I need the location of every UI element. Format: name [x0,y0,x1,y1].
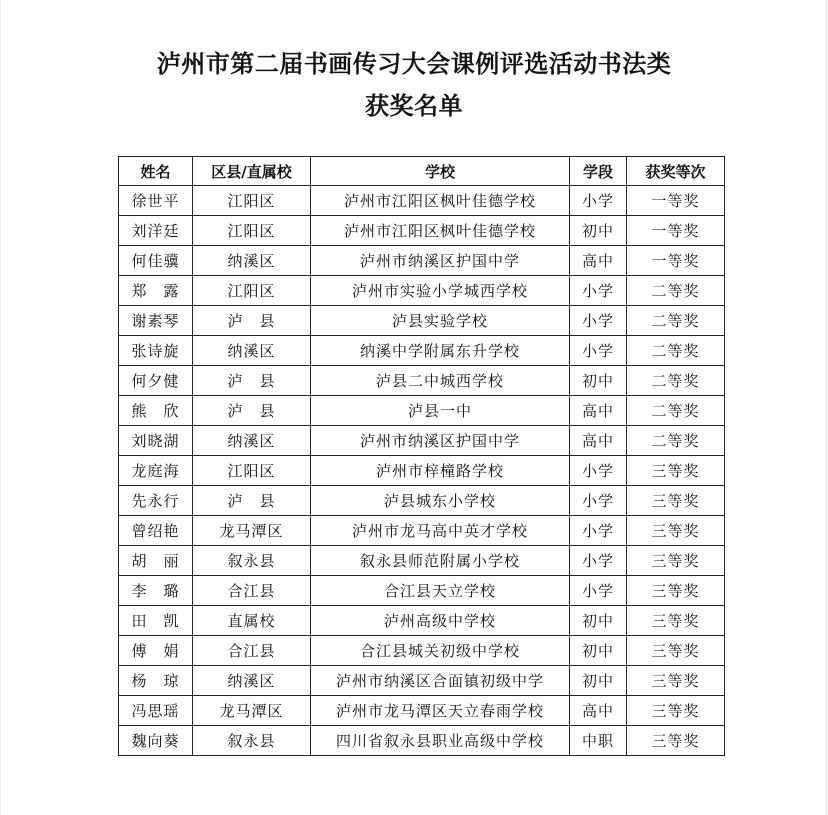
cell-level: 小学 [570,186,627,216]
cell-school: 泸州市龙马高中英才学校 [311,516,570,546]
page-edge [0,0,1,815]
cell-school: 泸州市纳溪区护国中学 [311,246,570,276]
cell-district: 叙永县 [193,726,311,756]
cell-district: 纳溪区 [193,426,311,456]
cell-level: 小学 [570,456,627,486]
cell-award: 一等奖 [627,246,725,276]
cell-district: 叙永县 [193,546,311,576]
cell-name: 李 璐 [119,576,193,606]
cell-award: 二等奖 [627,426,725,456]
cell-level: 初中 [570,636,627,666]
table-row [119,456,725,486]
table-row [119,336,725,366]
document-subtitle: 获奖名单 [365,91,463,120]
cell-award: 二等奖 [627,336,725,366]
cell-school: 泸县一中 [311,396,570,426]
cell-level: 小学 [570,516,627,546]
cell-name: 徐世平 [119,186,193,216]
table-row [119,726,725,756]
table-row [119,396,725,426]
table-row [119,666,725,696]
cell-name: 郑 露 [119,276,193,306]
cell-level: 小学 [570,276,627,306]
awards-table [118,156,725,756]
cell-level: 高中 [570,426,627,456]
cell-name: 胡 丽 [119,546,193,576]
cell-district: 直属校 [193,606,311,636]
cell-award: 三等奖 [627,456,725,486]
cell-name: 刘晓湖 [119,426,193,456]
cell-name: 傅 娟 [119,636,193,666]
cell-school: 四川省叙永县职业高级中学校 [311,726,570,756]
table-row [119,276,725,306]
cell-level: 初中 [570,666,627,696]
cell-district: 泸 县 [193,486,311,516]
cell-district: 纳溪区 [193,246,311,276]
cell-level: 小学 [570,576,627,606]
cell-name: 熊 欣 [119,396,193,426]
cell-level: 高中 [570,696,627,726]
cell-school: 泸州市纳溪区护国中学 [311,426,570,456]
table-body [119,186,725,756]
table-row [119,306,725,336]
table-row [119,246,725,276]
cell-name: 张诗旋 [119,336,193,366]
cell-district: 合江县 [193,636,311,666]
cell-award: 二等奖 [627,306,725,336]
cell-award: 三等奖 [627,606,725,636]
cell-award: 三等奖 [627,546,725,576]
table-row [119,606,725,636]
cell-award: 三等奖 [627,486,725,516]
cell-award: 三等奖 [627,666,725,696]
cell-award: 二等奖 [627,276,725,306]
cell-name: 先永行 [119,486,193,516]
table-row [119,426,725,456]
cell-level: 初中 [570,606,627,636]
cell-name: 杨 琼 [119,666,193,696]
cell-award: 三等奖 [627,636,725,666]
cell-level: 高中 [570,396,627,426]
column-header-district: 区县/直属校 [193,157,311,186]
cell-level: 小学 [570,486,627,516]
table-header-row [119,157,725,186]
cell-name: 龙庭海 [119,456,193,486]
cell-name: 何夕健 [119,366,193,396]
cell-name: 冯思瑶 [119,696,193,726]
cell-level: 高中 [570,246,627,276]
cell-school: 泸县实验学校 [311,306,570,336]
cell-level: 小学 [570,306,627,336]
cell-school: 叙永县师范附属小学校 [311,546,570,576]
table-row [119,216,725,246]
cell-level: 初中 [570,366,627,396]
cell-award: 一等奖 [627,216,725,246]
cell-district: 龙马潭区 [193,696,311,726]
table-row [119,366,725,396]
cell-level: 中职 [570,726,627,756]
cell-award: 三等奖 [627,576,725,606]
cell-district: 泸 县 [193,366,311,396]
column-header-level: 学段 [570,157,627,186]
cell-award: 二等奖 [627,366,725,396]
cell-school: 泸州市江阳区枫叶佳德学校 [311,186,570,216]
cell-level: 初中 [570,216,627,246]
cell-district: 江阳区 [193,456,311,486]
table-row [119,636,725,666]
cell-district: 纳溪区 [193,336,311,366]
cell-award: 三等奖 [627,696,725,726]
cell-school: 泸县二中城西学校 [311,366,570,396]
cell-school: 泸州市实验小学城西学校 [311,276,570,306]
cell-name: 曾绍艳 [119,516,193,546]
cell-school: 泸州市梓橦路学校 [311,456,570,486]
cell-district: 泸 县 [193,306,311,336]
document-title: 泸州市第二届书画传习大会课例评选活动书法类 [156,49,672,78]
table-row [119,576,725,606]
cell-name: 魏向葵 [119,726,193,756]
cell-school: 泸州高级中学校 [311,606,570,636]
column-header-award: 获奖等次 [627,157,725,186]
cell-district: 合江县 [193,576,311,606]
table-row [119,486,725,516]
cell-district: 泸 县 [193,396,311,426]
cell-school: 泸州市江阳区枫叶佳德学校 [311,216,570,246]
cell-award: 三等奖 [627,726,725,756]
cell-school: 泸州市龙马潭区天立春雨学校 [311,696,570,726]
table-row [119,696,725,726]
cell-district: 龙马潭区 [193,516,311,546]
cell-district: 纳溪区 [193,666,311,696]
cell-level: 小学 [570,336,627,366]
cell-school: 泸州市纳溪区合面镇初级中学 [311,666,570,696]
cell-school: 合江县城关初级中学校 [311,636,570,666]
cell-district: 江阳区 [193,186,311,216]
cell-school: 泸县城东小学校 [311,486,570,516]
cell-name: 何佳骥 [119,246,193,276]
cell-award: 二等奖 [627,396,725,426]
table-row [119,546,725,576]
column-header-school: 学校 [311,157,570,186]
cell-level: 小学 [570,546,627,576]
cell-district: 江阳区 [193,216,311,246]
cell-award: 一等奖 [627,186,725,216]
cell-name: 田 凯 [119,606,193,636]
cell-name: 谢素琴 [119,306,193,336]
page-edge [826,0,827,815]
cell-district: 江阳区 [193,276,311,306]
cell-award: 三等奖 [627,516,725,546]
cell-school: 合江县天立学校 [311,576,570,606]
table-row [119,516,725,546]
cell-name: 刘洋廷 [119,216,193,246]
cell-school: 纳溪中学附属东升学校 [311,336,570,366]
table-row [119,186,725,216]
column-header-name: 姓名 [119,157,193,186]
